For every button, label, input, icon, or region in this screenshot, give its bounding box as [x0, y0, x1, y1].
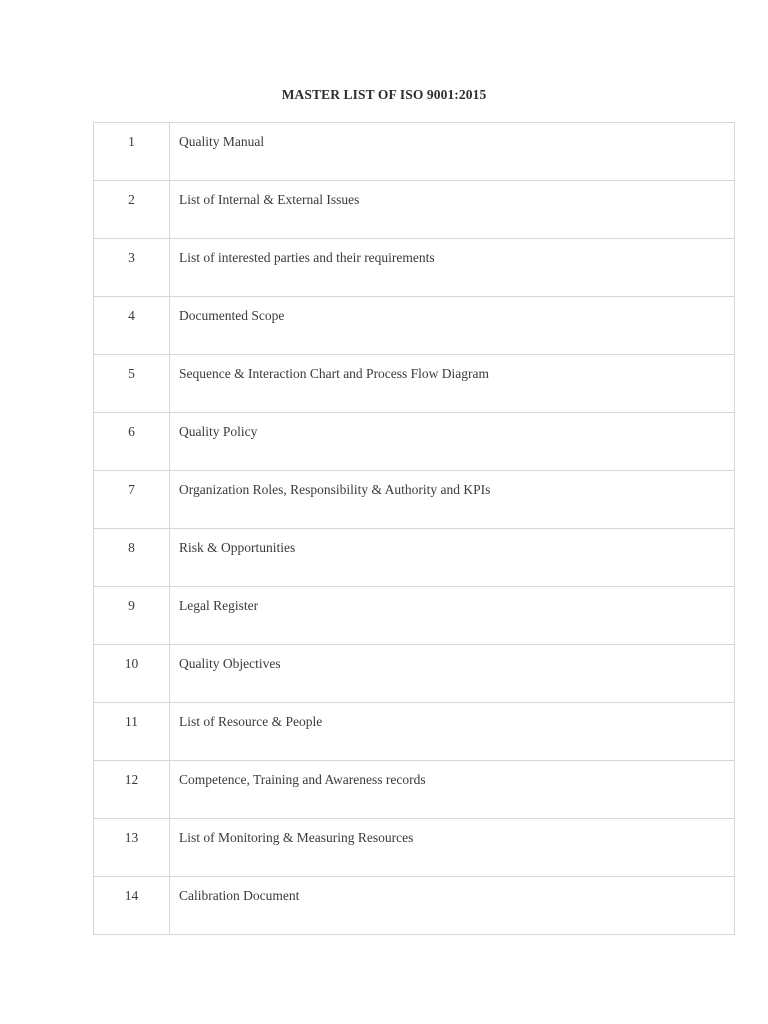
row-number: 3: [94, 239, 170, 297]
table-row: [94, 587, 735, 645]
document-title: MASTER LIST OF ISO 9001:2015: [281, 87, 487, 102]
row-document-title: Quality Manual: [170, 123, 735, 181]
row-number: 2: [94, 181, 170, 239]
row-document-title: Risk & Opportunities: [170, 529, 735, 587]
row-number: 11: [94, 703, 170, 761]
row-number: 9: [94, 587, 170, 645]
row-number: 4: [94, 297, 170, 355]
table-row: [94, 471, 735, 529]
row-number: 12: [94, 761, 170, 819]
row-document-title: List of Internal & External Issues: [170, 181, 735, 239]
row-number: 5: [94, 355, 170, 413]
table-row: [94, 703, 735, 761]
table-row: [94, 761, 735, 819]
row-number: 13: [94, 819, 170, 877]
row-document-title: Legal Register: [170, 587, 735, 645]
master-list-table: [93, 122, 735, 935]
row-document-title: Organization Roles, Responsibility & Authority and KPIs: [170, 471, 735, 529]
row-document-title: Calibration Document: [170, 877, 735, 935]
row-document-title: List of Monitoring & Measuring Resources: [170, 819, 735, 877]
row-document-title: List of interested parties and their requirements: [170, 239, 735, 297]
table-row: [94, 877, 735, 935]
row-document-title: List of Resource & People: [170, 703, 735, 761]
table-row: [94, 181, 735, 239]
row-number: 7: [94, 471, 170, 529]
row-number: 10: [94, 645, 170, 703]
table-row: [94, 819, 735, 877]
table-row: [94, 645, 735, 703]
table-row: [94, 123, 735, 181]
row-document-title: Quality Policy: [170, 413, 735, 471]
row-document-title: Sequence & Interaction Chart and Process Flow Diagram: [170, 355, 735, 413]
row-number: 6: [94, 413, 170, 471]
table-row: [94, 355, 735, 413]
row-document-title: Documented Scope: [170, 297, 735, 355]
row-number: 1: [94, 123, 170, 181]
table-row: [94, 413, 735, 471]
row-number: 14: [94, 877, 170, 935]
row-document-title: Quality Objectives: [170, 645, 735, 703]
row-document-title: Competence, Training and Awareness records: [170, 761, 735, 819]
table-row: [94, 529, 735, 587]
table-row: [94, 239, 735, 297]
table-row: [94, 297, 735, 355]
row-number: 8: [94, 529, 170, 587]
